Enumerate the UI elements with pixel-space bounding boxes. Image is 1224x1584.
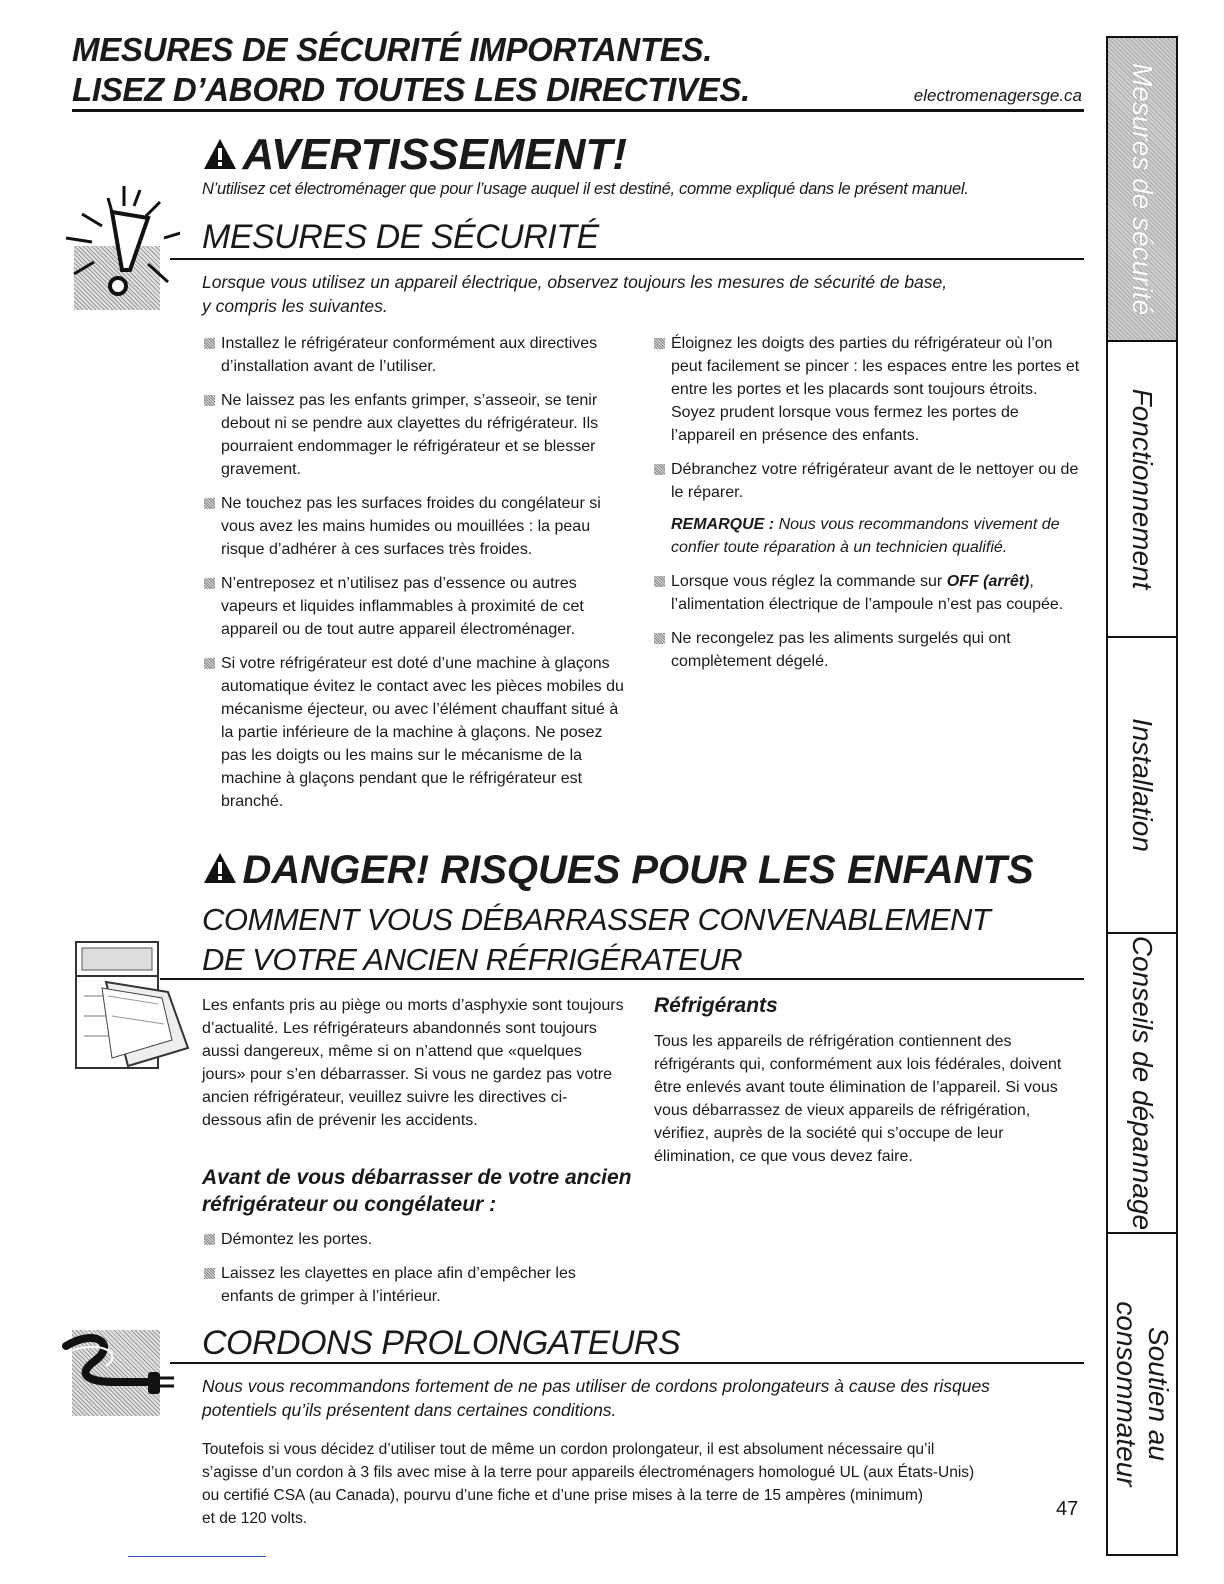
header-line-1: MESURES DE SÉCURITÉ IMPORTANTES.	[72, 31, 713, 68]
cords-rule	[170, 1362, 1084, 1364]
safety-right-column	[652, 332, 1082, 673]
tab-conseils-de-depannage[interactable]	[1108, 934, 1176, 1234]
danger-subheading-line-1: COMMENT VOUS DÉBARRASSER CONVENABLEMENT	[202, 902, 991, 937]
safety-intro-line-1: Lorsque vous utilisez un appareil électrique, observez toujours les mesures de sécurité de base,	[202, 272, 948, 292]
safety-item-8-text-b: , l’alimentation électrique de l’ampoule n’est pas coupée.	[671, 573, 1064, 613]
old-refrigerator-icon	[72, 940, 192, 1080]
cords-body-line-1: Toutefois si vous décidez d’utiliser tout de même un cordon prolongateur, il est absolument nécessaire qu’il	[202, 1441, 935, 1458]
exclamation-alert-icon	[60, 178, 180, 308]
tab-label-operation: Fonctionnement	[1127, 388, 1158, 590]
website-link[interactable]: electromenagersge.ca	[913, 86, 1082, 105]
extension-cord-icon	[56, 1326, 180, 1406]
refrigerants-heading: Réfrigérants	[654, 994, 778, 1017]
before-disposal-heading: Avant de vous débarrasser de votre ancien réfrigérateur ou congélateur :	[202, 1166, 632, 1216]
cords-intro	[202, 1374, 990, 1422]
footer-link-underline	[128, 1556, 266, 1557]
cords-intro-line-2: potentiels qu’ils présentent dans certaines conditions.	[202, 1400, 617, 1420]
safety-item-6: Éloignez les doigts des parties du réfrigérateur où l’on peut facilement se pincer : les espaces entre les portes et entre les portes et les placards sont toujours étroits. Soyez prudent lorsque vous fermez les portes de l’appareil en présence des enfants.	[652, 332, 1082, 447]
tab-label-troubleshooting: Conseils de dépannage	[1127, 935, 1158, 1231]
remarque-text: Nous vous recommandons vivement de confier toute réparation à un technicien qualifié.	[671, 516, 1060, 556]
cords-body-line-3: ou certifié CSA (au Canada), pourvu d’une fiche et d’une prise mises à la terre de 15 ampères (minimum)	[202, 1487, 924, 1504]
warning-subtitle: N’utilisez cet électroménager que pour l’usage auquel il est destiné, comme expliqué dans le présent manuel.	[202, 180, 969, 198]
disposal-steps	[202, 1228, 612, 1308]
danger-triangle-icon	[202, 851, 238, 885]
safety-heading: MESURES DE SÉCURITÉ	[202, 218, 599, 256]
tab-label-consumer-support: Soutien au consommateur	[1111, 1301, 1174, 1487]
danger-title-row	[202, 848, 1034, 893]
header-line-2: LISEZ D’ABORD TOUTES LES DIRECTIVES.	[72, 71, 750, 108]
tab-fonctionnement[interactable]	[1108, 342, 1176, 638]
warning-title: AVERTISSEMENT!	[242, 130, 628, 179]
safety-left-column	[202, 332, 632, 813]
danger-rule	[160, 978, 1084, 980]
safety-intro	[202, 270, 947, 318]
safety-intro-line-2: y compris les suivantes.	[202, 296, 388, 316]
tab-label-safety: Mesures de sécurité	[1127, 62, 1158, 316]
warning-triangle-icon	[202, 137, 238, 171]
danger-title: DANGER! RISQUES POUR LES ENFANTS	[242, 848, 1034, 892]
safety-item-3: Ne touchez pas les surfaces froides du congélateur si vous avez les mains humides ou mouillées : la peau risque d’adhérer à ces surfaces très froides.	[202, 492, 632, 561]
safety-item-9: Ne recongelez pas les aliments surgelés qui ont complètement dégelé.	[652, 627, 1082, 673]
tab-label-installation: Installation	[1127, 718, 1158, 852]
tab-mesures-de-securite[interactable]	[1108, 38, 1176, 342]
cords-heading: CORDONS PROLONGATEURS	[202, 1324, 681, 1362]
safety-item-2: Ne laissez pas les enfants grimper, s’asseoir, se tenir debout ni se pendre aux clayettes du réfrigérateur. Ils pourraient endommager le réfrigérateur et se blesser gravement.	[202, 389, 632, 481]
tab-installation[interactable]	[1108, 638, 1176, 934]
cords-intro-line-1: Nous vous recommandons fortement de ne pas utiliser de cordons prolongateurs à cause des risques	[202, 1376, 990, 1396]
section-sidebar	[1106, 36, 1178, 1556]
off-setting-label: OFF (arrêt)	[946, 573, 1030, 590]
page-number: 47	[1056, 1498, 1079, 1520]
cords-body-line-2: s’agisse d’un cordon à 3 fils avec mise à la terre pour appareils électroménagers homologué UL (aux États-Unis)	[202, 1464, 975, 1481]
danger-subheading-line-2: DE VOTRE ANCIEN RÉFRIGÉRATEUR	[202, 942, 743, 977]
safety-item-1: Installez le réfrigérateur conformément aux directives d’installation avant de l’utiliser.	[202, 332, 632, 378]
disposal-step-2: Laissez les clayettes en place afin d’empêcher les enfants de grimper à l’intérieur.	[202, 1262, 612, 1308]
safety-item-8	[652, 570, 1082, 616]
safety-item-5: Si votre réfrigérateur est doté d’une machine à glaçons automatique évitez le contact avec les pièces mobiles du mécanisme éjecteur, ou avec l’élément chauffant situé à la partie inférieure de la machine à glaçons. Ne posez pas les doigts ou les mains sur le mécanisme de la machine à glaçons pendant que le réfrigérateur est branché.	[202, 652, 632, 813]
remarque-note	[671, 513, 1082, 559]
safety-item-4: N’entreposez et n’utilisez pas d’essence ou autres vapeurs et liquides inflammables à proximité de cet appareil ou de tout autre appareil électroménager.	[202, 572, 632, 641]
cords-body-line-4: et de 120 volts.	[202, 1510, 308, 1527]
remarque-label: REMARQUE :	[671, 516, 775, 533]
header-rule	[72, 109, 1084, 112]
safety-item-7: Débranchez votre réfrigérateur avant de le nettoyer ou de le réparer.	[652, 458, 1082, 504]
safety-item-8-text-a: Lorsque vous réglez la commande sur	[671, 573, 943, 590]
tab-soutien-au-consommateur[interactable]	[1108, 1234, 1176, 1554]
cords-body	[202, 1438, 974, 1530]
danger-subheading	[202, 900, 990, 980]
warning-title-row	[202, 130, 627, 180]
refrigerants-text: Tous les appareils de réfrigération contiennent des réfrigérants qui, conformément aux lois fédérales, doivent être enlevés avant toute élimination de l’appareil. Si vous vous débarrassez de vieux appareils de réfrigération, vérifiez, auprès de la société qui s’occupe de leur élimination, ce que vous devez faire.	[654, 1033, 1062, 1165]
safety-rule	[170, 258, 1084, 260]
danger-paragraph: Les enfants pris au piège ou morts d’asphyxie sont toujours d’actualité. Les réfrigérateurs abandonnés sont toujours aussi dangereux, même si on n’attend que «quelques jours» pour s’en débarrasser. Si vous ne gardez pas votre ancien réfrigérateur, veuillez suivre les directives ci-dessous afin de prévenir les accidents.	[202, 997, 624, 1129]
disposal-step-1: Démontez les portes.	[202, 1228, 612, 1251]
